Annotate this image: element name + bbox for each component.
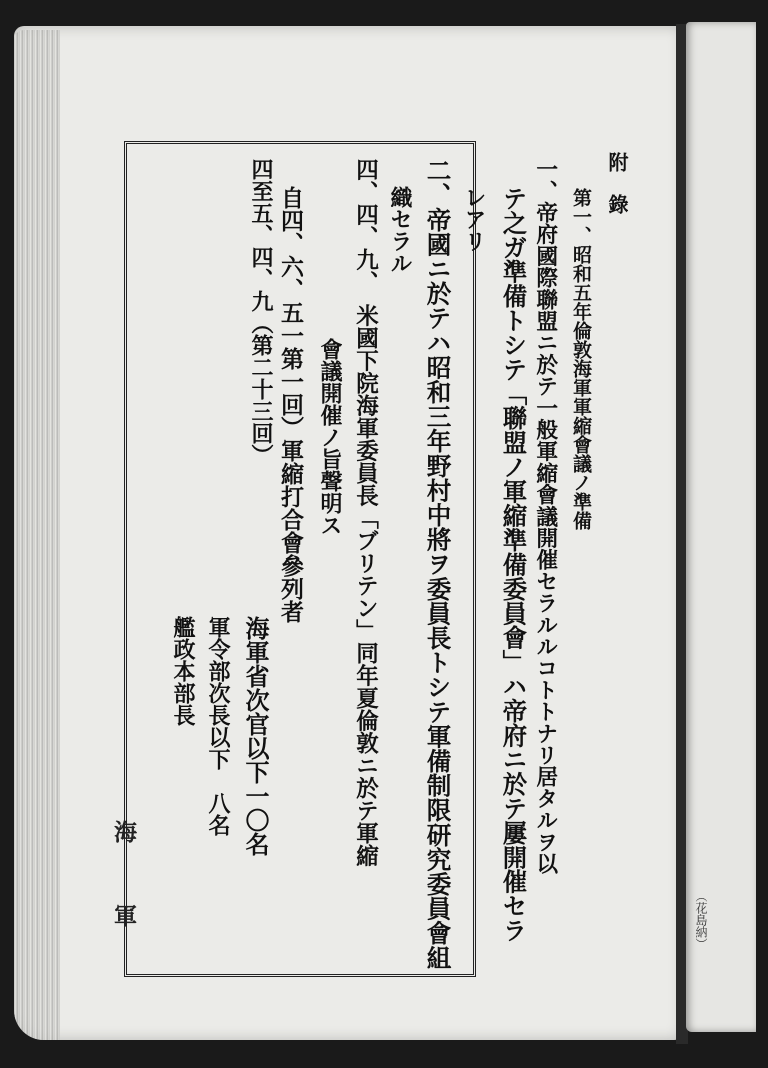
line-11: 海軍省次官以下一〇名 xyxy=(241,616,270,856)
line-4: レアリ xyxy=(461,186,487,252)
line-13: 艦政本部長 xyxy=(170,616,196,726)
section-title: 附錄 xyxy=(605,152,629,236)
line-10: 四至五、四、九（第二十三回） xyxy=(248,158,274,466)
page-edges xyxy=(14,30,60,1040)
line-1: 第一、昭和五年倫敦海軍軍縮會議ノ準備 xyxy=(570,188,592,530)
line-7: 四、四、九、 米國下院海軍委員長「ブリテン」同年夏倫敦ニ於テ軍縮 xyxy=(352,158,379,867)
line-12: 軍令部次長以下 八名 xyxy=(205,616,231,836)
line-6: 織セラル xyxy=(387,186,413,274)
line-9: 自四、六、五一第一回）軍縮打合會參列者 xyxy=(277,186,304,623)
line-8: 會議開催ノ旨聲明ス xyxy=(317,338,343,536)
line-2: 一、帝府國際聯盟ニ於テ一般軍縮會議開催セラルルコトトナリ居タルヲ以 xyxy=(532,158,558,875)
right-page xyxy=(686,22,756,1032)
right-page-label: （花島納） xyxy=(694,890,708,950)
line-3: テ之ガ準備トシテ「聯盟ノ軍縮準備委員會」ハ帝府ニ於テ屢開催セラ xyxy=(498,186,528,943)
line-5: 二、帝國ニ於テハ昭和三年野村中將ヲ委員長トシテ軍備制限研究委員會組 xyxy=(423,158,453,970)
margin-label: 海 軍 xyxy=(110,820,137,932)
